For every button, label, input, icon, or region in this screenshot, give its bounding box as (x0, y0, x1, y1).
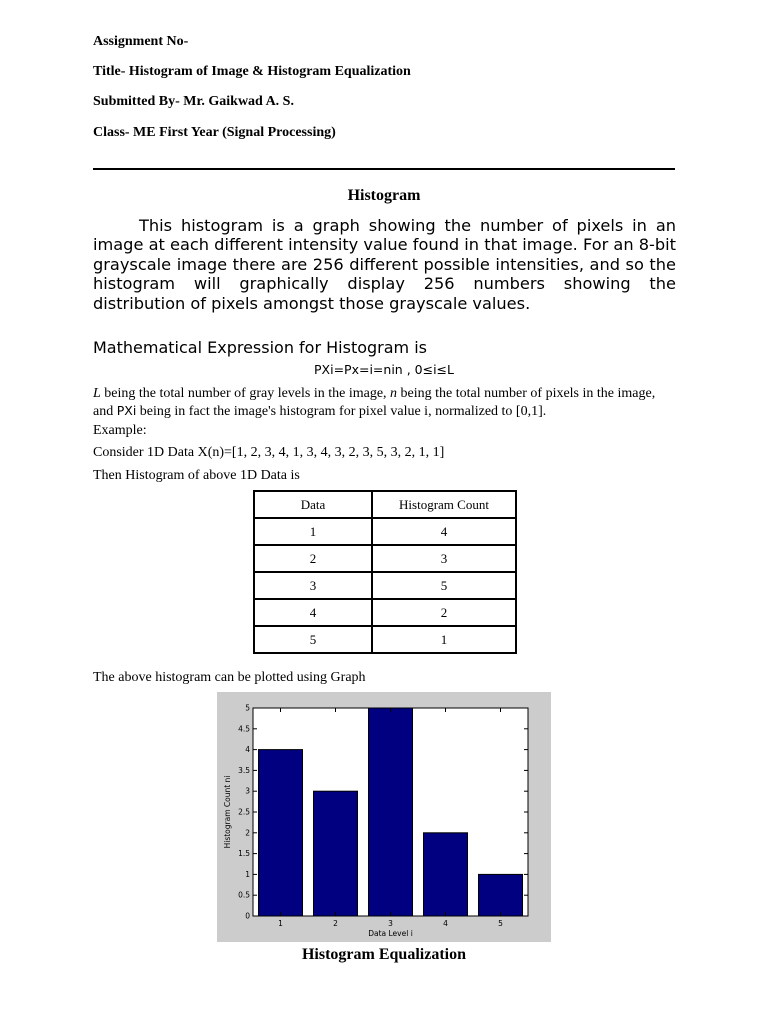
table-cell-data: 5 (254, 626, 372, 653)
histogram-table (253, 490, 517, 654)
bar-1 (259, 750, 303, 916)
x-tick-label: 1 (278, 919, 283, 928)
table-cell-data: 2 (254, 545, 372, 572)
table-cell-count: 4 (372, 518, 516, 545)
table-cell-count: 5 (372, 572, 516, 599)
bar-4 (424, 833, 468, 916)
submitted-by: Submitted By- Mr. Gaikwad A. S. (93, 94, 294, 109)
y-tick-label: 1.5 (238, 849, 250, 859)
y-tick-label: 2.5 (238, 807, 250, 817)
table-cell-data: 4 (254, 599, 372, 626)
plot-caption: The above histogram can be plotted using Graph (93, 670, 366, 685)
y-tick-label: 1 (245, 869, 250, 879)
table-row (254, 518, 516, 545)
table-cell-data: 3 (254, 572, 372, 599)
assignment-title: Title- Histogram of Image & Histogram Equalization (93, 64, 411, 79)
math-heading: Mathematical Expression for Histogram is (93, 338, 427, 357)
x-tick-label: 3 (388, 919, 393, 928)
table-row (254, 626, 516, 653)
y-tick-label: 0 (245, 911, 250, 921)
example-data: Consider 1D Data X(n)=[1, 2, 3, 4, 1, 3, 4, 3, 2, 3, 5, 3, 2, 1, 1] (93, 445, 445, 460)
table-cell-count: 1 (372, 626, 516, 653)
table-row (254, 545, 516, 572)
bar-3 (369, 708, 413, 916)
x-tick-label: 5 (498, 919, 503, 928)
class-info: Class- ME First Year (Signal Processing) (93, 125, 336, 140)
y-tick-label: 0.5 (238, 890, 250, 900)
histogram-formula: PXi=Px=i=nin , 0≤i≤L (314, 362, 454, 377)
table-cell-count: 3 (372, 545, 516, 572)
table-row (254, 572, 516, 599)
histogram-heading: Histogram (347, 187, 421, 204)
table-cell-data: 1 (254, 518, 372, 545)
bar-2 (314, 791, 358, 916)
x-axis-label: Data Level i (368, 929, 413, 938)
table-header-count: Histogram Count (372, 491, 516, 518)
histogram-bar-chart (217, 692, 551, 942)
intro-text: This histogram is a graph showing the number of pixels in an image at each different intensity value found in that image. For an 8-bit grayscale image there are 256 different possible intensities, and so the histogram will graphically display 256 numbers showing the distribution of pixels amongst those grayscale values. (93, 216, 676, 313)
horizontal-divider (93, 168, 675, 170)
equalization-heading: Histogram Equalization (301, 946, 466, 963)
table-header-data: Data (254, 491, 372, 518)
x-tick-label: 2 (333, 919, 338, 928)
y-tick-label: 3 (245, 786, 250, 796)
table-header-row (254, 491, 516, 518)
definition-paragraph: L being the total number of gray levels in the image, n being the total number of pixels in the image, and PXi being in fact the image's histogram for pixel value i, normalized to [0,1]. (93, 386, 656, 419)
assignment-number: Assignment No- (93, 34, 189, 49)
y-tick-label: 3.5 (238, 765, 250, 775)
definition-symbol-n: n (390, 386, 398, 401)
y-tick-label: 2 (245, 828, 250, 838)
bar-5 (479, 874, 523, 916)
then-text: Then Histogram of above 1D Data is (93, 468, 300, 483)
table-row (254, 599, 516, 626)
y-tick-label: 4.5 (238, 724, 250, 734)
x-tick-label: 4 (443, 919, 448, 928)
intro-paragraph (93, 216, 676, 313)
definition-symbol-pxi: PXi (116, 403, 137, 418)
y-tick-label: 5 (245, 703, 250, 713)
definition-symbol-l: L (93, 386, 101, 401)
y-axis-label: Histogram Count ni (223, 775, 232, 849)
table-cell-count: 2 (372, 599, 516, 626)
y-tick-label: 4 (245, 745, 250, 755)
example-label: Example: (93, 423, 147, 438)
